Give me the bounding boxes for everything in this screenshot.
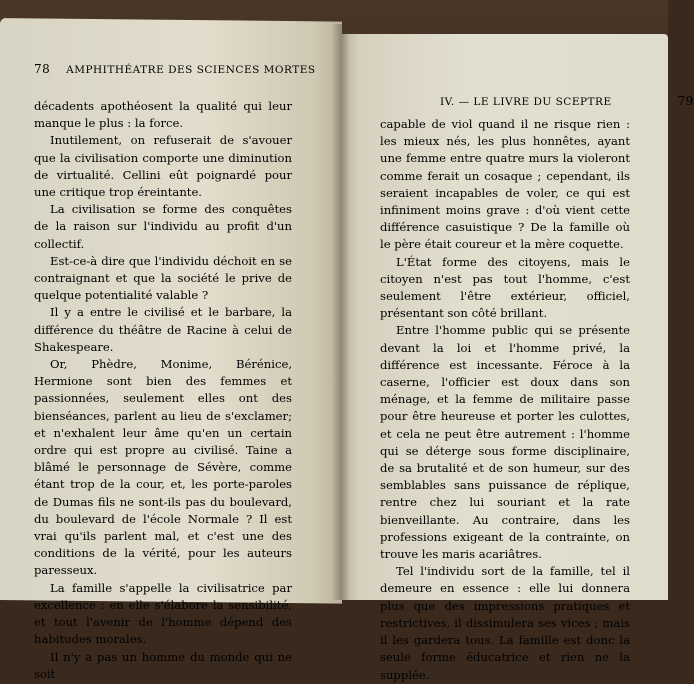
right-paragraph-1: capable de viol quand il ne risque rien : les mieux nés, les plus honnêtes, ayant une femme entre quatre murs la violeront comme ferait un cosaque ; cependant, ils seraient incapables de voler, ce qui est infiniment moins grave : d'où vient cette différence casuistique ? De la famille où le père était coureur et la mère coquette. — [380, 117, 630, 252]
left-paragraph-7: La famille s'appelle la civilisatrice par excellence : en elle s'élabore la sensibilité, et tout l'avenir de l'homme dépend des habitudes morales. — [34, 580, 292, 647]
left-running-title: AMPHITHÉATRE DES SCIENCES MORTES — [66, 64, 316, 76]
right-page-header — [440, 94, 694, 108]
right-paragraph-4: Tel l'individu sort de la famille, tel il demeure en essence : elle lui donnera plus que des impressions pratiques et restrictives, il dissimulera ses vices ; mais il les gardera tous. La famille est donc la seule forme éducatrice et rien ne la supplée. — [380, 564, 630, 682]
left-paragraph-4: Est-ce-à dire que l'individu déchoit en se contraignant et que la société le prive de quelque potentialité valable ? — [34, 253, 292, 303]
right-paragraph-2: L'État forme des citoyens, mais le citoyen n'est pas tout l'homme, c'est seulement l'être extérieur, officiel, présentant son côté brillant. — [380, 254, 630, 321]
left-paragraph-2: Inutilement, on refuserait de s'avouer que la civilisation comporte une diminution de virtualité. Cellini eût poignardé pour une critique trop éreintante. — [34, 133, 292, 200]
left-page-number: 78 — [34, 62, 51, 76]
right-running-title: IV. — LE LIVRE DU SCEPTRE — [440, 96, 612, 108]
left-paragraph-1: décadents apothéosent la qualité qui leur manque le plus : la force. — [34, 99, 292, 131]
right-page-number: 79 — [677, 94, 694, 108]
left-paragraph-3: La civilisation se forme des conquêtes de la raison sur l'individu au profit d'un collectif. — [34, 202, 292, 251]
left-paragraph-6: Or, Phèdre, Monime, Bérénice, Hermione sont bien des femmes et passionnées, seulement elles ont des bienséances, parlent au lieu de s'exclamer; et n'exhalent leur âme qu'en un certain ordre qui est propre au civilisé. Taine a blâmé le personnage de Sévère, comme étant trop de la cour, et, les porte-paroles de Dumas fils ne sont-ils pas du boulevard, du boulevard de l'école Normale ? Il est vrai qu'ils parlent mal, et c'est une des conditions de la vérité, pour les auteurs paresseux. — [34, 357, 292, 578]
left-paragraph-8: Il n'y a pas un homme du monde qui ne soit — [34, 649, 292, 681]
left-page-header — [34, 62, 316, 76]
right-page-body — [380, 116, 630, 684]
left-paragraph-5: Il y a entre le civilisé et le barbare, la différence du théâtre de Racine à celui de Shakespeare. — [34, 305, 292, 354]
right-paragraph-3: Entre l'homme public qui se présente devant la loi et l'homme privé, la différence est incessante. Féroce à la caserne, l'officier est doux dans son ménage, et la femme de militaire passe pour être heureuse et porter les culottes, et cela ne peut être autrement : l'homme qui se déterge sous forme disciplinaire, de sa brutalité et de son humeur, sur des semblables sans puissance de réplique, rentre chez lui souriant et la rate bienveillante. Au contraire, dans les professions exigeant de la contrainte, on trouve les maris acariâtres. — [380, 323, 630, 562]
left-page-body — [34, 98, 292, 683]
